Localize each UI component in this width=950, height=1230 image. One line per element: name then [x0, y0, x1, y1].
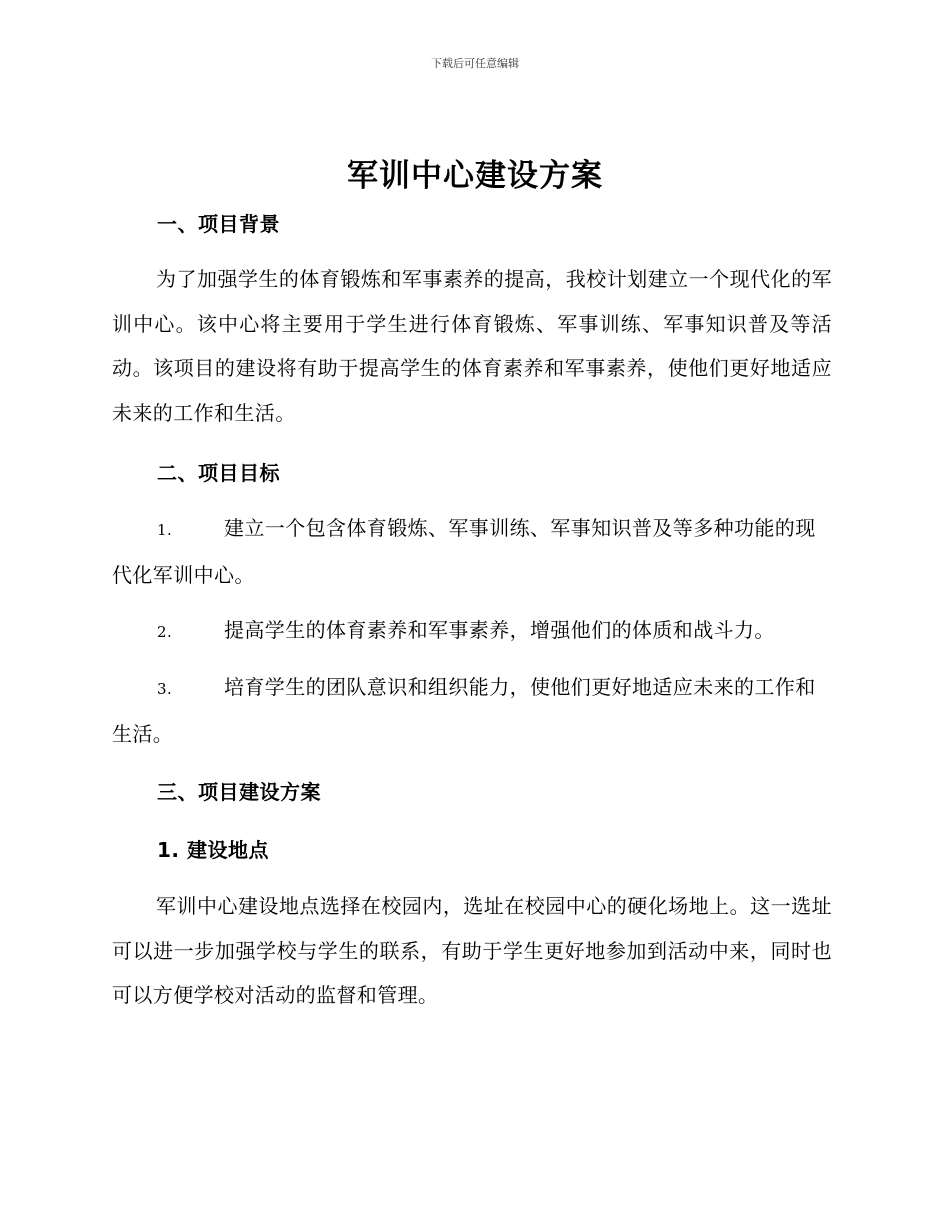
list-item-number: 2. [157, 623, 173, 641]
list-item-text: 培育学生的团队意识和组织能力，使他们更好地适应未来的工作和生活。 [112, 675, 816, 746]
list-item-number: 1. [157, 521, 173, 539]
list-item [112, 506, 832, 597]
section-heading-plan: 三、项目建设方案 [157, 780, 321, 804]
list-item-text: 建立一个包含体育锻炼、军事训练、军事知识普及等多种功能的现代化军训中心。 [112, 516, 816, 587]
list-item [112, 608, 832, 655]
list-item-number: 3. [157, 680, 173, 698]
header-note: 下载后可任意编辑 [431, 57, 519, 70]
document-title: 军训中心建设方案 [347, 158, 603, 194]
section-paragraph-location: 军训中心建设地点选择在校园内，选址在校园中心的硬化场地上。这一选址可以进一步加强学校与学生的联系，有助于学生更好地参加到活动中来，同时也可以方便学校对活动的监督和管理。 [112, 894, 832, 1008]
section-paragraph-background: 为了加强学生的体育锻炼和军事素养的提高，我校计划建立一个现代化的军训中心。该中心将主要用于学生进行体育锻炼、军事训练、军事知识普及等活动。该项目的建设将有助于提高学生的体育素养和军事素养，使他们更好地适应未来的工作和生活。 [112, 267, 832, 426]
subsection-heading-location: 1. 建设地点 [157, 838, 269, 862]
list-item-text: 提高学生的体育素养和军事素养，增强他们的体质和战斗力。 [224, 618, 775, 642]
section-heading-goals: 二、项目目标 [157, 461, 280, 485]
list-item [112, 665, 832, 756]
section-heading-background: 一、项目背景 [157, 212, 280, 236]
